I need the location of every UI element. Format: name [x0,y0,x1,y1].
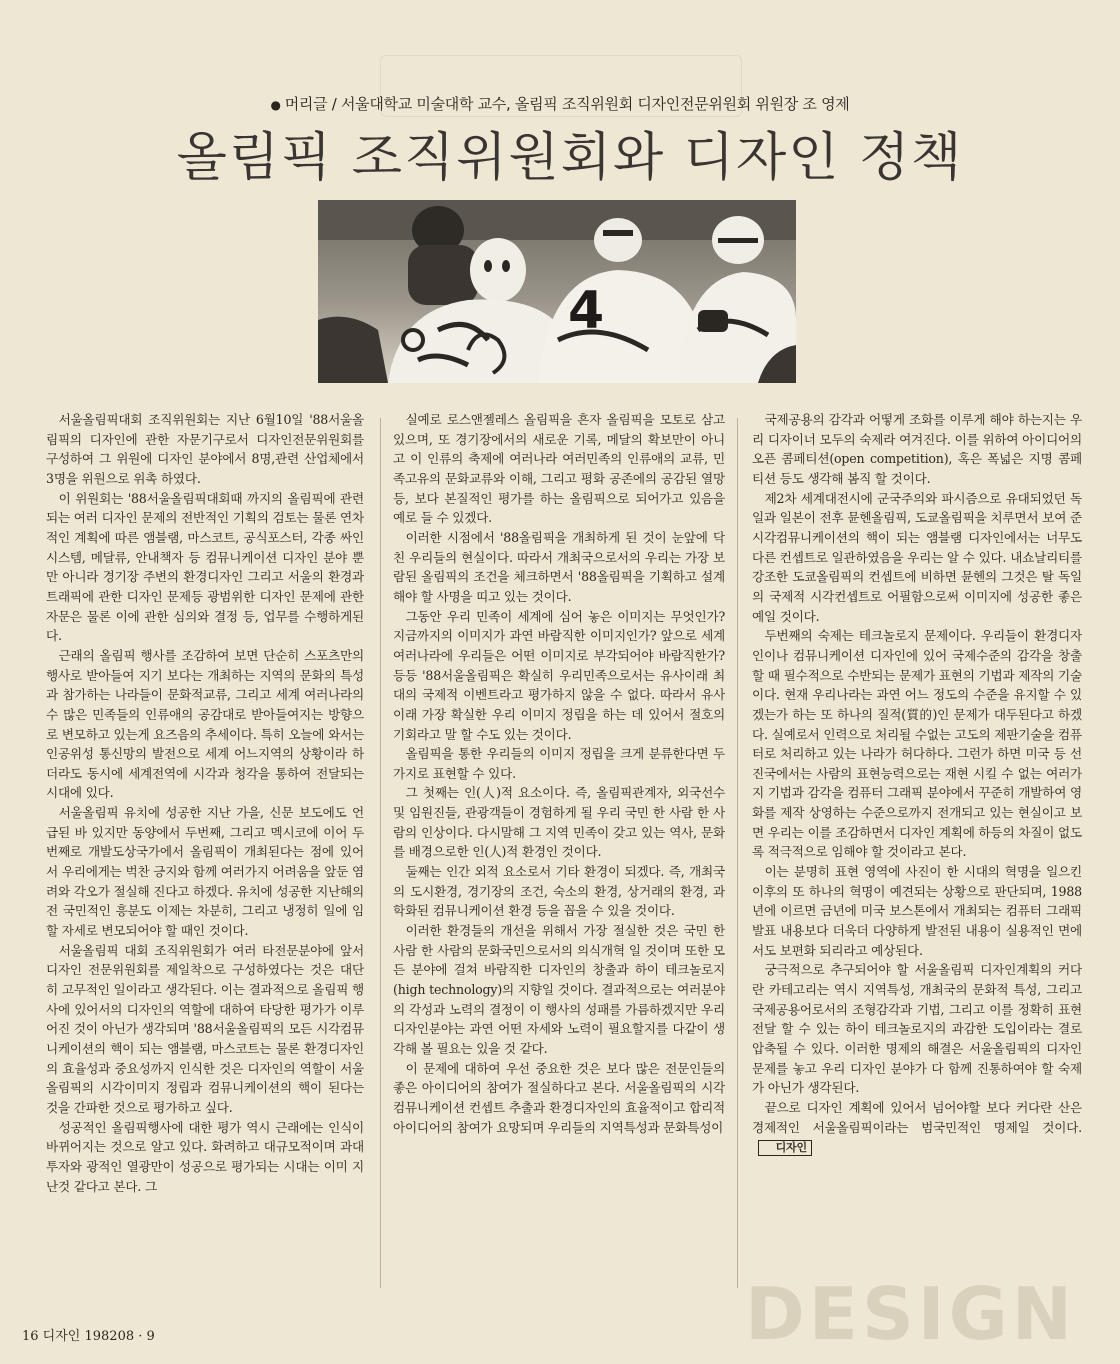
paragraph: 서울올림픽대회 조직위원회는 지난 6월10일 '88서울올림픽의 디자인에 관한 자문기구로서 디자인전문위원회를 구성하여 그 위원에 디자인 분야에서 8명,관련 산업체에서 3명을 위원으로 위촉 하였다. [46,412,364,486]
paragraph: 국제공용의 감각과 어떻게 조화를 이루게 해야 하는지는 우리 디자이너 모두의 숙제라 여겨진다. 이를 위하여 아이디어의 오픈 콤페티션(open competition), 혹은 폭넓은 지명 콤페티션 등도 생각해 봄직 할 것이다. [752,412,1082,486]
paragraph: 성공적인 올림픽행사에 대한 평가 역시 근래에는 인식이 바뀌어지는 것으로 알고 있다. 화려하고 대규모적이며 과대투자와 광적인 열광만이 성공으로 평가되는 시대는 이미 지난것 같다고 본다. 그 [46,1119,364,1194]
paragraph: 끝으로 디자인 계획에 있어서 넘어야할 보다 커다란 산은 경제적인 서울올림픽이라는 범국민적인 명제일 것이다. [752,1099,1082,1135]
paragraph: 그동안 우리 민족이 세계에 심어 놓은 이미지는 무엇인가? 지금까지의 이미지가 과연 바람직한 이미지인가? 앞으로 세계 여러나라에 우리들은 어떤 이미지로 부각되어야 바람직한가? 등등 '88서울올림픽은 확실히 우리민족으로서는 유사이래 최대의 국제적 이벤트라고 평가하지 않을 수 없다. 따라서 유사이래 가장 확실한 우리 이미지 정립을 하는 데 있어서 절호의 기회라고 말 할 수도 있는 것이다. [393,608,725,742]
paragraph: 이 문제에 대하여 우선 중요한 것은 보다 많은 전문인들의 좋은 아이디어의 참여가 절실하다고 본다. 서울올림픽의 시각 컴뮤니케이션 컨셉트 추출과 환경디자인의 효율적이고 합리적 아이디어의 참여가 요망되며 우리들의 지역특성과 문화특성이 [393,1060,725,1135]
paragraph: 올림픽을 통한 우리들의 이미지 정립을 크게 분류한다면 두 가지로 표현할 수 있다. [393,746,725,781]
article-column-3 [752,410,1082,1290]
paragraph: 서울올림픽 유치에 성공한 지난 가을, 신문 보도에도 언급된 바 있지만 동양에서 두번째, 그리고 멕시코에 이어 두번째로 개발도상국가에서 올림픽이 개최된다는 점에 있어서 우리에게는 벅찬 긍지와 함께 여러가지 어려움을 앞둔 염려와 각오가 절실해 진다고 하겠다. 유치에 성공한 지난해의 전 국민적인 흥분도 이제는 차분히, 그리고 냉정히 일에 임할 자세로 변모되어야 할 때인 것이다. [46,805,364,939]
byline-text: 머리글 / 서울대학교 미술대학 교수, 올림픽 조직위원회 디자인전문위원회 위원장 조 영제 [284,95,850,113]
paragraph: 이러한 환경들의 개선을 위해서 가장 절실한 것은 국민 한 사람 한 사람의 문화국민으로서의 의식개혁 일 것이며 또한 모든 분야에 걸쳐 바람직한 디자인의 창출과 하이 테크놀로지(high technology)의 지향일 것이다. 결과적으로는 여러분야의 각성과 노력의 결정이 이 행사의 성패를 가름하겠지만 우리 디자인분야는 과연 어떤 자세와 노력이 필요할지를 다같이 생각해 볼 필요는 있을 것 같다. [393,923,725,1056]
article-column-2 [393,410,725,1290]
column-divider [737,418,738,1288]
hockey-photo [318,200,796,383]
paragraph: 근래의 올림픽 행사를 조감하여 보면 단순히 스포츠만의 행사로 받아들여 지기 보다는 개최하는 지역의 문화의 특성과 참가하는 나라들이 문화적교류, 그리고 세계 여러나라의 수 많은 민족들의 인류애의 공감대로 받아들여지는 방향으로 변모하고 있는게 요즈음의 추세이다. 특히 오늘에 와서는 인공위성 통신망의 발전으로 세계 어느지역의 상황이라 하더라도 동시에 세계전역에 시각과 청각을 통하여 전달되는 시대에 있다. [46,647,364,801]
bullet-icon: ● [270,98,281,112]
page-title: 올림픽 조직위원회와 디자인 정책 [176,128,964,188]
paragraph: 궁극적으로 추구되어야 할 서울올림픽 디자인계획의 커다란 카테고리는 역시 지역특성, 개최국의 문화적 특성, 그리고 국제공용어로서의 조형감각과 기법, 그리고 이를 정확히 표현 전달 할 수 있는 하이 테크놀로지의 과감한 도입이라는 결로 압축될 수 있다. 이러한 명제의 해결은 서울올림픽의 디자인 문제를 놓고 우리 디자인 분야가 다 함께 진통하여야 할 숙제가 아닌가 생각된다. [752,962,1082,1096]
paragraph: 서울올림픽 대회 조직위원회가 여러 타전문분야에 앞서 디자인 전문위원회를 제일착으로 구성하였다는 것은 대단히 고무적인 일이라고 생각된다. 이는 결과적으로 올림픽 행사에 있어서의 디자인의 역할에 대하여 타당한 평가가 이루어진 것이 아닌가 생각되며 '88서울올림픽의 모든 시각컴뮤니케이션의 핵이 되는 앰블램, 마스코트는 물론 환경디자인의 효율성과 중요성까지 인식한 것은 디자인의 역할이 서울올림픽의 시각이미지 정립과 컴뮤니케이션의 핵이 된다는것을 간파한 것으로 평가하고 싶다. [46,942,364,1115]
paragraph: 둘째는 인간 외적 요소로서 기타 환경이 되겠다. 즉, 개최국의 도시환경, 경기장의 조건, 숙소의 환경, 상거래의 환경, 과학화된 컴뮤니케이션 환경 등을 꼽을 수 있을 것이다. [393,864,725,919]
hockey-illustration [318,200,796,383]
article-column-1 [46,410,364,1290]
paragraph: 그 첫째는 인(人)적 요소이다. 즉, 올림픽관계자, 외국선수 및 임원진들, 관광객들이 경험하게 될 우리 국민 한 사람 한 사람의 인상이다. 다시말해 그 지역 민족이 갖고 있는 역사, 문화를 배경으로한 인(人)적 환경인 것이다. [393,785,725,860]
paragraph: 제2차 세계대전시에 군국주의와 파시즘으로 유대되었던 독일과 일본이 전후 뮨헨올림픽, 도쿄올림픽을 치루면서 보여 준 시각컴뮤니케이션의 핵이 되는 앰블램 디자인에서는 너무도 다른 컨셉트로 일관하였음을 우리는 알 수 있다. 내쇼날리티를 강조한 도쿄올림픽의 컨셉트에 비하면 뮨헨의 그것은 탈 독일의 국제적 시각컨셉트로 어필함으로써 이미지에 성공한 좋은 예일 것이다. [752,490,1082,624]
column-divider [380,418,381,1288]
paragraph: 이 위원회는 '88서울올림픽대회때 까지의 올림픽에 관련되는 여러 디자인 문제의 전반적인 기획의 검토는 물론 연차적인 계획에 따른 앰블램, 마스코트, 공식포스터, 각종 싸인시스템, 메달류, 안내책자 등 컴뮤니케이션 디자인 분야 뿐 만 아니라 경기장 주변의 환경디자인 그리고 서울의 환경과 트래픽에 관한 디자인 문제등 광범위한 디자인 문제에 관한 자문은 물론 이에 관한 심의와 결정 등, 업무를 수행하게된다. [46,490,364,644]
byline [180,93,940,114]
paragraph: 이는 분명히 표현 영역에 사진이 한 시대의 혁명을 일으킨 이후의 또 하나의 혁명이 예견되는 상황으로 판단되며, 1988년에 이르면 금년에 미국 보스톤에서 개최되는 컴퓨터 그래픽 발표 내용보다 더욱더 다양하게 발전된 내용이 실용적인 면에서도 보편화 되리라고 예상된다. [752,864,1082,958]
end-mark: 디자인 [758,1140,812,1156]
design-watermark: DESIGN [745,1272,1076,1356]
paragraph: 이러한 시점에서 '88올림픽을 개최하게 된 것이 눈앞에 닥친 우리들의 현실이다. 따라서 개최국으로서의 우리는 가장 보람된 올림픽의 조건을 체크하면서 '88올림픽을 기획하고 설계해야 할 사명을 띠고 있는 것이다. [393,529,725,604]
paragraph: 실예로 로스앤젤레스 올림픽을 흔자 올림픽을 모토로 삼고 있으며, 또 경기장에서의 새로운 기록, 메달의 확보만이 아니고 이 인류의 축제에 여러나라 여러민족의 인류애의 교류, 민족고유의 문화교류와 이해, 그리고 평화 공존에의 공감된 열망 등, 보다 본질적인 평가를 하는 올림픽으로 되어가고 있음을 예로 들 수 있겠다. [393,412,725,526]
page-footer: 16 디자인 198208 · 9 [22,1329,155,1344]
jersey-number: 4 [568,281,605,341]
paragraph: 두번째의 숙제는 테크놀로지 문제이다. 우리들이 환경디자인이나 컴뮤니케이션 디자인에 있어 국제수준의 감각을 창출할 때 필수적으로 수반되는 문제가 표현의 기법과 제작의 기술이다. 현재 우리나라는 과연 어느 정도의 수준을 유지할 수 있겠는가 하는 또 하나의 질적(質的)인 문제가 대두된다고 하겠다. 실예로서 인력으로 처리될 수없는 고도의 제판기술을 컴퓨터로 처리하고 있는 나라가 허다하다. 그런가 하면 미국 등 선진국에서는 사람의 표현능력으로는 재현 시킬 수 없는 여러가지 기법과 감각을 컴퓨터 그래픽 분야에서 꾸준히 개발하여 영화를 제작 상영하는 수준으로까지 전개되고 있는 현실이고 보면 우리는 이를 조감하면서 디자인 계획에 하등의 차질이 없도록 적극적으로 임해야 할 것이라고 본다. [752,628,1082,860]
